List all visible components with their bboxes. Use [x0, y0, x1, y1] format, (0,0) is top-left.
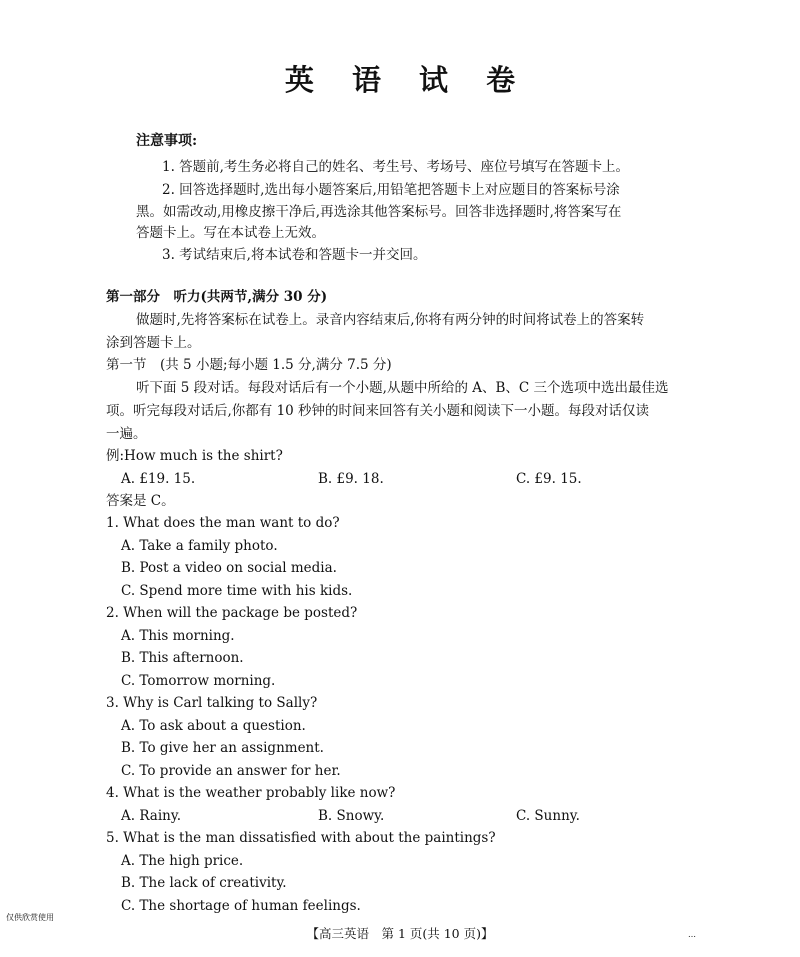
part1-instruction-line-1: 做题时,先将答案标在试卷上。录音内容结束后,你将有两分钟的时间将试卷上的答案转	[136, 312, 645, 328]
question-1-option-c: C. Spend more time with his kids.	[121, 583, 353, 599]
question-2-option-a: A. This morning.	[121, 628, 235, 644]
section1-instruction-line-1: 听下面 5 段对话。每段对话后有一个小题,从题中所给的 A、B、C 三个选项中选出最佳选	[136, 380, 669, 396]
question-3: 3. Why is Carl talking to Sally?	[106, 695, 318, 711]
question-2: 2. When will the package be posted?	[106, 605, 358, 621]
section1-instruction-line-3: 一遍。	[106, 426, 147, 442]
part1-instruction-line-2: 涂到答题卡上。	[106, 335, 201, 351]
question-4: 4. What is the weather probably like now?	[106, 785, 396, 801]
example-option-a: A. £19. 15.	[121, 471, 196, 487]
question-4-option-a: A. Rainy.	[121, 808, 181, 824]
watermark-note: 仅供欣赏使用	[6, 913, 54, 922]
page-title: 英 语 试 卷	[284, 63, 530, 97]
question-5-option-c: C. The shortage of human feelings.	[121, 898, 361, 914]
notice-item-2-line-2: 黑。如需改动,用橡皮擦干净后,再选涂其他答案标号。回答非选择题时,将答案写在	[136, 204, 622, 220]
notice-item-1: 1. 答题前,考生务必将自己的姓名、考生号、考场号、座位号填写在答题卡上。	[162, 159, 629, 175]
question-3-option-b: B. To give her an assignment.	[121, 740, 324, 756]
page-footer: 【高三英语 第 1 页(共 10 页)】	[306, 926, 494, 941]
question-3-option-a: A. To ask about a question.	[121, 718, 306, 734]
question-2-option-c: C. Tomorrow morning.	[121, 673, 276, 689]
notice-item-2-line-1: 2. 回答选择题时,选出每小题答案后,用铅笔把答题卡上对应题目的答案标号涂	[162, 182, 620, 198]
part1-heading: 第一部分 听力(共两节,满分 30 分)	[106, 289, 328, 305]
example-option-c: C. £9. 15.	[516, 471, 582, 487]
question-2-option-b: B. This afternoon.	[121, 650, 244, 666]
notice-item-2-line-3: 答题卡上。写在本试卷上无效。	[136, 225, 325, 241]
question-3-option-c: C. To provide an answer for her.	[121, 763, 341, 779]
question-5: 5. What is the man dissatisfied with about the paintings?	[106, 830, 496, 846]
question-4-option-b: B. Snowy.	[318, 808, 385, 824]
section1-instruction-line-2: 项。听完每段对话后,你都有 10 秒钟的时间来回答有关小题和阅读下一小题。每段对话仅读	[106, 403, 650, 419]
notice-item-3: 3. 考试结束后,将本试卷和答题卡一并交回。	[162, 247, 427, 263]
question-4-option-c: C. Sunny.	[516, 808, 580, 824]
example-question: 例:How much is the shirt?	[106, 448, 283, 464]
section1-heading: 第一节 (共 5 小题;每小题 1.5 分,满分 7.5 分)	[106, 357, 392, 373]
notice-heading: 注意事项:	[136, 133, 198, 149]
question-5-option-b: B. The lack of creativity.	[121, 875, 287, 891]
question-5-option-a: A. The high price.	[121, 853, 244, 869]
example-answer: 答案是 C。	[106, 493, 175, 509]
footer-mark: …	[688, 930, 696, 939]
question-1-option-a: A. Take a family photo.	[121, 538, 278, 554]
question-1-option-b: B. Post a video on social media.	[121, 560, 337, 576]
example-option-b: B. £9. 18.	[318, 471, 384, 487]
question-1: 1. What does the man want to do?	[106, 515, 340, 531]
